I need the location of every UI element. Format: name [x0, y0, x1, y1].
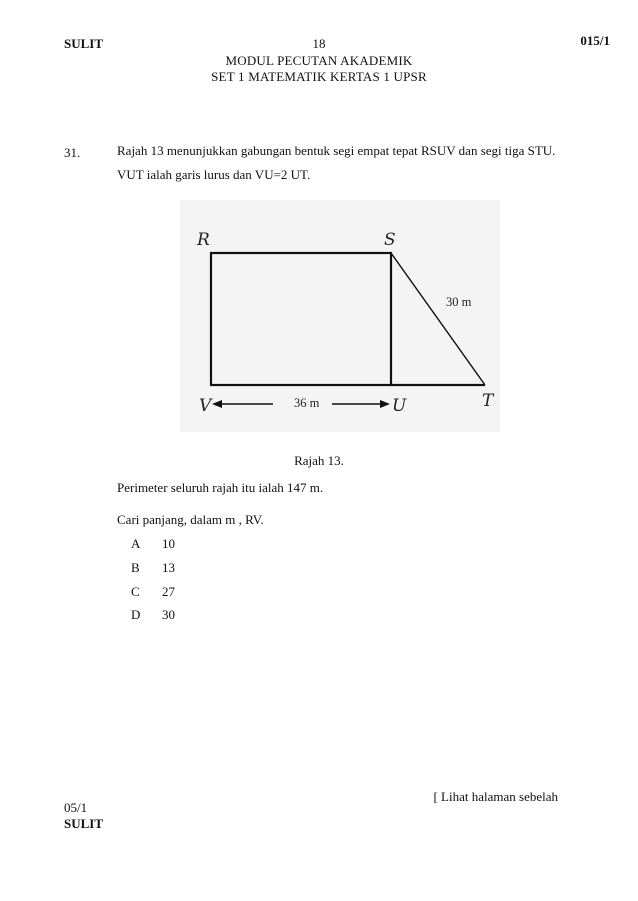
option-b[interactable]: [131, 560, 175, 576]
option-letter: D: [131, 607, 141, 622]
option-value: 10: [162, 536, 175, 551]
option-letter: C: [131, 584, 140, 599]
label-t: T: [482, 391, 494, 411]
option-c[interactable]: [131, 584, 175, 600]
option-letter: A: [131, 536, 141, 551]
figure-caption: Rajah 13.: [294, 453, 344, 468]
option-d[interactable]: [131, 607, 175, 623]
perimeter-statement: Perimeter seluruh rajah itu ialah 147 m.: [117, 480, 324, 495]
footer-code: 05/1: [64, 800, 88, 815]
option-value: 30: [162, 607, 175, 622]
option-value: 13: [162, 560, 175, 575]
question-text-line1: Rajah 13 menunjukkan gabungan bentuk segi empat tepat RSUV dan segi tiga STU.: [117, 143, 556, 158]
question-number: 31.: [64, 145, 81, 160]
figure-background: [180, 200, 500, 432]
next-page-note: [ Lihat halaman sebelah: [433, 789, 558, 804]
label-vu-length: 36 m: [294, 396, 320, 410]
question-text-line2: VUT ialah garis lurus dan VU=2 UT.: [117, 167, 311, 182]
figure-rajah-13: [180, 200, 500, 432]
label-u: U: [392, 396, 407, 416]
label-v: V: [199, 396, 212, 416]
find-instruction: Cari panjang, dalam m , RV.: [117, 512, 264, 527]
module-subtitle: SET 1 MATEMATIK KERTAS 1 UPSR: [211, 69, 427, 84]
header-sulit: SULIT: [64, 36, 104, 51]
option-letter: B: [131, 560, 140, 575]
footer-sulit: SULIT: [64, 816, 104, 831]
page-number: 18: [312, 36, 326, 51]
module-title: MODUL PECUTAN AKADEMIK: [225, 53, 413, 68]
paper-code: 015/1: [580, 33, 610, 48]
option-value: 27: [162, 584, 175, 599]
option-a[interactable]: [131, 536, 175, 552]
label-st-length: 30 m: [446, 295, 472, 309]
label-r: R: [197, 230, 210, 250]
label-s: S: [384, 230, 396, 250]
